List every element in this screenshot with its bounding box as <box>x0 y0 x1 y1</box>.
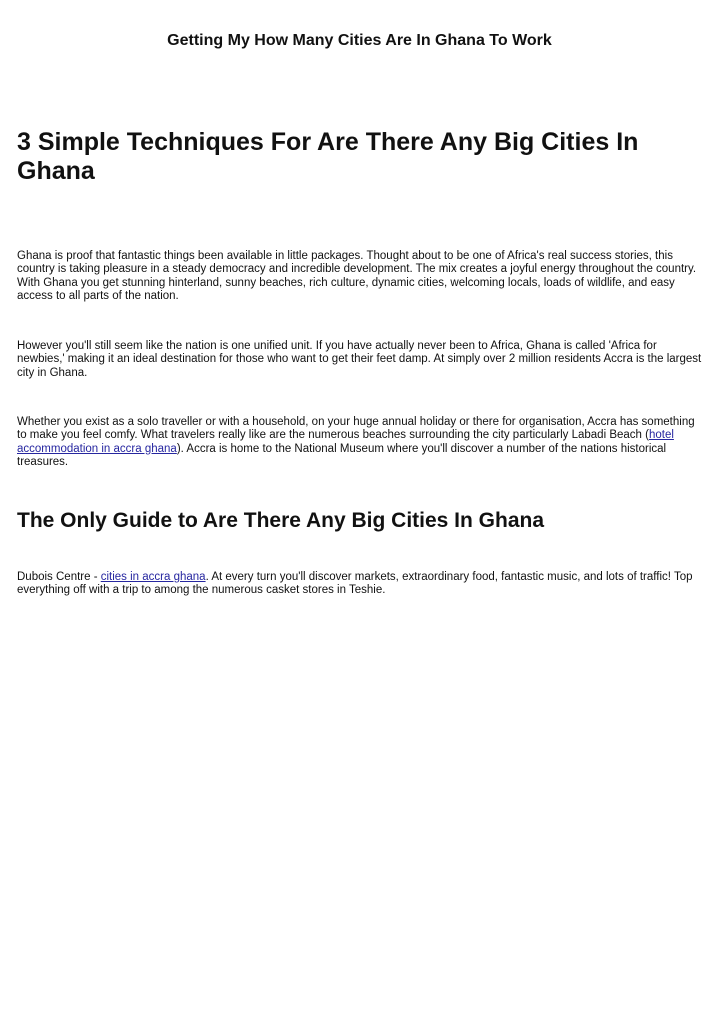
page-title: Getting My How Many Cities Are In Ghana To Work <box>167 32 552 49</box>
paragraph-text: Whether you exist as a solo traveller or with a household, on your huge annual holiday or there for organisation, Accra has something to make you feel comfy. What travelers really like are the numerous beaches surrounding the city particularly Labadi Beach ( <box>17 416 695 442</box>
section-heading-1: 3 Simple Techniques For Are There Any Big Cities In Ghana <box>17 128 639 185</box>
paragraph-intro: Ghana is proof that fantastic things been available in little packages. Thought about to be one of Africa's real success stories, this country is taking pleasure in a steady democracy and incredible development. The mix creates a joyful energy throughout the country. With Ghana you get stunning hinterland, sunny beaches, rich culture, dynamic cities, welcoming locals, loads of wildlife, and easy access to all parts of the nation. <box>17 250 697 302</box>
paragraph-dubois-centre <box>17 571 703 598</box>
paragraph-text: . At every turn you'll discover markets, extraordinary food, fantastic music, and lots of traffic! Top everything off with a trip to among the numerous casket stores in Teshie. <box>17 571 693 597</box>
cities-in-accra-link[interactable]: cities in accra ghana <box>100 571 206 583</box>
paragraph-accra-largest-city: However you'll still seem like the nation is one unified unit. If you have actually never been to Africa, Ghana is called 'Africa for newbies,' making it an ideal destination for those who want to get their feet damp. At simply over 2 million residents Accra is the largest city in Ghana. <box>17 340 702 379</box>
section-heading-2: The Only Guide to Are There Any Big Cities In Ghana <box>17 509 545 532</box>
paragraph-accra-beaches <box>17 416 703 469</box>
paragraph-text: ). Accra is home to the National Museum where you'll discover a number of the nations historical treasures. <box>17 442 667 468</box>
paragraph-text: Dubois Centre - <box>17 571 101 583</box>
hotel-accommodation-link[interactable]: hotel accommodation in accra ghana <box>17 429 674 455</box>
